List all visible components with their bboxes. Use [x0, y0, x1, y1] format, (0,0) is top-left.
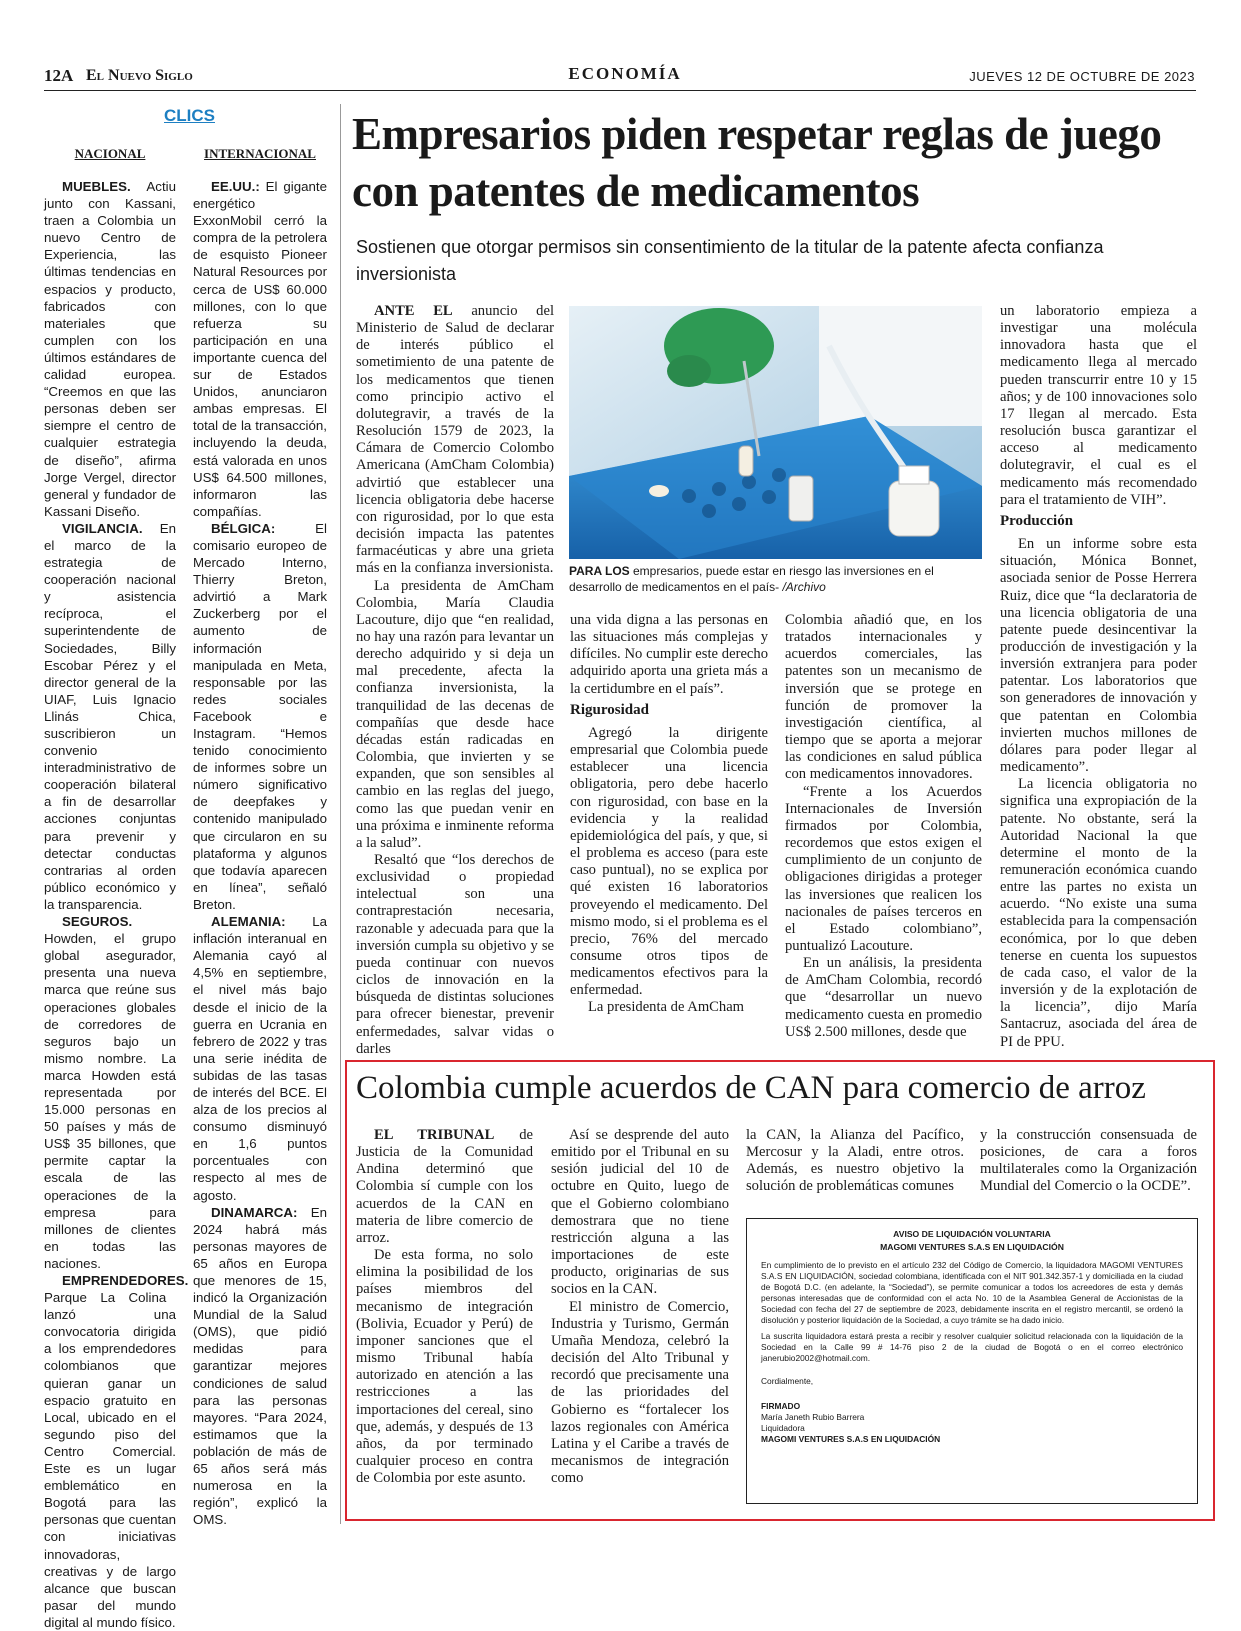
- paragraph-text: un laboratorio empieza a investigar una molécula innovadora hasta que el medicamento llega al mercado pueden transcurrir entre 10 y 15 años; y de 100 innovaciones solo 17 llegan al mercado. Esta resolución busca garantizar el acceso al medicamento dolutegravir, el cual es el medicamento más recomendado para el tratamiento de VIH”.: [1000, 303, 1197, 508]
- paragraph-text: Parque La Colina lanzó una convocatoria dirigida a los emprendedores colombianos que quieran ganar un espacio gratuito en Local, ubicado en el segundo piso del Centro Comercial. Este es un lugar emblemático en Bogotá para las personas que cuentan con iniciativas innovadoras, creativas y de largo alcance que buscan pasar del mundo digital al mundo físico.: [44, 1290, 176, 1630]
- box-column-1: [356, 1127, 533, 1487]
- caption-text: empresarios, puede estar en riesgo las inversiones en el desarrollo de medicamentos en el país-: [569, 564, 934, 594]
- article-column-3: [785, 612, 982, 1041]
- paragraph-text: una vida digna a las personas en las situaciones más complejas y difíciles. No cumplir este derecho adquirido aporta una grieta más a la certidumbre en el país”.: [570, 612, 768, 697]
- lead-in: MUEBLES.: [62, 179, 131, 194]
- paragraph-text: Resaltó que “los derechos de exclusividad o propiedad intelectual son una contraprestación necesaria, razonable y adecuada para que la inversión cumpla su objetivo y se pueda continuar con nuevos ciclos de innovación en la búsqueda de distintas soluciones para ofrecer bienestar, prevenir enfermedades, salvar vidas o darles: [356, 852, 554, 1057]
- notice-paragraph-2: La suscrita liquidadora estará presta a recibir y resolver cualquier solicitud relacionada con la liquidación de la Sociedad en la Calle 99 # 14-76 piso 2 de la ciudad de Bogotá o en el correo electrónico janerubio2002@hotmail.com.: [761, 1331, 1183, 1363]
- paragraph: [356, 1127, 533, 1247]
- lead-in: DINAMARCA:: [211, 1204, 298, 1220]
- paragraph-text: de Justicia de la Comunidad Andina determinó que Colombia sí cumple con los acuerdos de la CAN en materia de libre comercio de arroz.: [356, 1127, 533, 1246]
- lead-in: EMPRENDEDORES.: [62, 1273, 189, 1288]
- paragraph: [193, 1204, 327, 1529]
- paragraph: [1000, 776, 1197, 1051]
- lead-in: VIGILANCIA.: [62, 520, 143, 536]
- paragraph: [551, 1299, 729, 1488]
- paragraph: [44, 1272, 189, 1631]
- paragraph-text: anuncio del Ministerio de Salud de declarar de interés público el sometimiento de una patente de los medicamentos que tienen como principio activo el dolutegravir, a través de la Resolución 1579 de 2023, la Cámara de Comercio Colombo Americana (AmCham Colombia) advirtió que establecer una licencia obligatoria debe hacerse con rigurosidad, por lo que esta decisión impacta las patentes farmacéuticas y abre una grieta más en la confianza inversionista.: [356, 303, 554, 577]
- paragraph: [980, 1127, 1197, 1196]
- paragraph: [193, 520, 327, 913]
- notice-signer-role: Liquidadora: [761, 1423, 805, 1433]
- lead-in: ALEMANIA:: [211, 914, 286, 930]
- internacional-heading: INTERNACIONAL: [204, 146, 316, 161]
- sidebar-title: CLICS: [164, 106, 215, 125]
- paragraph: [551, 1127, 729, 1299]
- paragraph-text: Howden, el grupo global asegurador, presenta una nueva marca que reúne sus operaciones globales de corredores de seguros bajo un mismo nombre. La marca Howden está representada por 15.000 personas en 50 países y más de US$ 35 billones, que permite captar la escala de las operaciones de la empresa para millones de clientes en todas las naciones.: [44, 931, 176, 1271]
- legal-notice: [746, 1218, 1198, 1504]
- paragraph: [1000, 536, 1197, 776]
- paragraph: [570, 612, 768, 698]
- paragraph: [193, 913, 327, 1204]
- subhead: Producción: [1000, 512, 1074, 529]
- paragraph-text: Agregó la dirigente empresarial que Colombia puede establecer una licencia obligatoria, pero debe hacerlo con rigurosidad, con base en la evidencia y la realidad epidemiológica del país, y que, si el problema es acceso (para este caso puntual), no se explica por qué existen 16 laboratorios proveyendo el medicamento. Del mismo modo, si el problema es el precio, 76% del mercado consume otros tipos de medicamentos efectivos para la enfermedad.: [570, 724, 768, 999]
- article-column-1: [356, 303, 554, 1058]
- nacional-heading: NACIONAL: [74, 146, 146, 161]
- paragraph: [193, 178, 327, 520]
- paragraph: [570, 725, 768, 1000]
- paragraph-text: “Frente a los Acuerdos Internacionales de Inversión firmados por Colombia, recordemos que estos exigen el cumplimiento de un conjunto de obligaciones dirigidas a proteger las inversiones que realicen los nacionales de países terceros en el Estado colombiano”, puntualizó Lacouture.: [785, 783, 982, 954]
- paragraph: [356, 303, 554, 578]
- paragraph: [44, 913, 176, 1272]
- paragraph: [570, 999, 768, 1016]
- paragraph: [785, 784, 982, 956]
- box-headline: Colombia cumple acuerdos de CAN para comercio de arroz: [356, 1070, 1146, 1106]
- paragraph-text: El gigante energético ExxonMobil cerró la compra de la petrolera de esquisto Pioneer Natural Resources por cerca de US$ 60.000 millones, con lo que refuerza su participación en una importante cuenca del sur de Estados Unidos, anunciaron ambas empresas. El total de la transacción, incluyendo la deuda, está valorada en unos US$ 64.500 millones, informaron las compañías.: [193, 179, 327, 519]
- article-headline: Empresarios piden respetar reglas de juego con patentes de medicamentos: [352, 109, 1162, 216]
- article-column-4: [1000, 303, 1197, 1051]
- notice-paragraph-1: En cumplimiento de lo previsto en el artículo 232 del Código de Comercio, la liquidadora MAGOMI VENTURES S.A.S EN LIQUIDACIÓN, sociedad colombiana, identificada con el NIT 901.342.357-1 y domiciliada en la ciudad de Bogotá D.C. (en adelante, la “Sociedad”), se permite comunicar a todos los acreedores de esta y demás personas interesadas que de conformidad con el acta No. 10 de la Asamblea General de Accionistas de la Sociedad con fecha del 27 de septiembre de 2023, debidamente inscrita en el registro mercantil, se ordenó la disolución y posterior liquidación de la Sociedad, a cuyo trámite se ha dado inicio.: [761, 1260, 1183, 1325]
- paragraph-text: y la construcción consensuada de posiciones, de cara a foros multilaterales como la Organización Mundial del Comercio o la OCDE”.: [980, 1127, 1197, 1195]
- paragraph: [785, 955, 982, 1041]
- box-column-2: [551, 1127, 729, 1487]
- header-rule: [44, 90, 1196, 91]
- paragraph-text: La presidenta de AmCham: [588, 999, 745, 1016]
- box-column-4: [980, 1127, 1197, 1196]
- notice-signer-name: María Janeth Rubio Barrera: [761, 1412, 865, 1422]
- paragraph-text: la CAN, la Alianza del Pacífico, Mercosur y la Aladi, entre otros. Además, es nuestro objetivo la solución de problemáticas comunes: [746, 1127, 964, 1195]
- paragraph-text: Colombia añadió que, en los tratados internacionales y acuerdos comerciales, las patentes son un mecanismo de inversión que se protege en función de promover la investigación científica, al tiempo que se aporta a mejorar las condiciones en salud pública con medicamentos innovadores.: [785, 612, 982, 783]
- photo-caption: [569, 563, 982, 595]
- lab-photo: [569, 306, 982, 559]
- lead-in: SEGUROS.: [62, 914, 133, 930]
- column-divider: [340, 104, 341, 1524]
- paragraph-text: En 2024 habrá más personas mayores de 65 años en Europa que menores de 15, indicó la Organización Mundial de la Salud (OMS), que pidió medidas para garantizar mejores condiciones de salud para las personas mayores. “Para 2024, estimamos que la población de más de 65 años será más numerosa en la región”, explicó la OMS.: [193, 1204, 327, 1528]
- nacional-briefs: [44, 178, 189, 1631]
- lead-in: EE.UU.:: [211, 179, 260, 194]
- paragraph-text: De esta forma, no solo elimina la posibilidad de los países miembros del mecanismo de integración (Bolivia, Ecuador y Perú) de imponer sanciones que el mismo Tribunal había autorizado en atención a las restricciones a las importaciones del cereal, sino que, además, y después de 13 años, da por terminado cualquier proceso en contra de Colombia por este asunto.: [356, 1247, 533, 1487]
- lead-in: BÉLGICA:: [211, 520, 276, 536]
- box-column-3: [746, 1127, 964, 1196]
- notice-company-footer: MAGOMI VENTURES S.A.S EN LIQUIDACIÓN: [761, 1434, 941, 1444]
- paragraph: [356, 852, 554, 1058]
- paragraph: [44, 520, 176, 913]
- paragraph-text: El comisario europeo de Mercado Interno, Thierry Breton, advirtió a Mark Zuckerberg por el aumento de información manipulada en Meta, responsable por las redes sociales Facebook e Instagram. “Hemos tenido conocimiento de informes sobre un número significativo de deepfakes y contenido manipulado que circularon en su plataforma y algunos que todavía aparecen en línea”, señaló Breton.: [193, 520, 327, 912]
- page-number: 12A: [44, 66, 74, 85]
- paragraph: [746, 1127, 964, 1196]
- caption-lead: PARA LOS: [569, 564, 630, 578]
- paragraph-text: En un informe sobre esta situación, Mónica Bonnet, asociada senior de Posse Herrera Ruiz, dice que “la declaratoria de una licencia obligatoria de una patente puede desincentivar la producción de investigación y la inversión extranjera para poder patentar. Los laboratorios que son generadores de innovación y que patentan en Colombia invierten muchos millones de dólares para poder llegar al medicamento”.: [1000, 536, 1197, 776]
- paragraph-text: El ministro de Comercio, Industria y Turismo, Germán Umaña Mendoza, celebró la decisión del Alto Tribunal y recordó que precisamente una de las prioridades del Gobierno es “fortalecer los lazos regionales con América Latina y el Caribe a través de mecanismos de integración como: [551, 1298, 729, 1487]
- issue-date: JUEVES 12 DE OCTUBRE DE 2023: [969, 69, 1195, 84]
- notice-company: MAGOMI VENTURES S.A.S EN LIQUIDACIÓN: [880, 1242, 1064, 1252]
- paragraph-text: La presidenta de AmCham Colombia, María Claudia Lacouture, dijo que “en realidad, no hay una razón para levantar un derecho adquirido y si deja un mal precedente, afecta la confianza inversionista, la tranquilidad de las decenas de compañías que desde hace décadas están radicadas en Colombia, que invierten y se expanden, que son sensibles al cambio en las reglas del juego, como las que puedan venir en una próxima e inminente reforma a la salud”.: [356, 577, 554, 851]
- article-column-2: [570, 612, 768, 1017]
- paragraph: [1000, 303, 1197, 509]
- newspaper-name: El Nuevo Siglo: [86, 67, 193, 84]
- paragraph: [785, 612, 982, 784]
- paragraph: [356, 1247, 533, 1487]
- section-title: ECONOMÍA: [568, 64, 682, 83]
- photo-credit: /Archivo: [782, 580, 826, 594]
- paragraph-text: La licencia obligatoria no significa una expropiación de la patente. No obstante, será la Autoridad Nacional la que determine el monto de la remuneración económica cuando entre las partes no exista un acuerdo. “No existe una suma establecida para la compensación económica, por lo que deben tenerse en cuenta los supuestos de cada caso, el valor de la inversión y de la explotación de la licencia”, dijo María Santacruz, asociada del área de PI de PPU.: [1000, 776, 1197, 1050]
- notice-closing: Cordialmente,: [761, 1376, 814, 1386]
- lead-in: EL TRIBUNAL: [374, 1127, 495, 1143]
- subhead: Rigurosidad: [570, 701, 649, 718]
- paragraph: [44, 178, 176, 520]
- notice-signed: FIRMADO: [761, 1401, 801, 1411]
- paragraph-text: Así se desprende del auto emitido por el Tribunal en su sesión judicial del 10 de octubre en Quito, luego de que el Gobierno colombiano demostrara que no tiene restricción alguna a las importaciones de este producto, originarias de sus socios en la CAN.: [551, 1127, 729, 1298]
- paragraph: [356, 578, 554, 853]
- paragraph-text: En un análisis, la presidenta de AmCham Colombia, recordó que “desarrollar un nuevo medicamento cuesta en promedio US$ 2.500 millones, desde que: [785, 955, 982, 1040]
- paragraph-text: En el marco de la estrategia de cooperación nacional y asistencia recíproca, el superintendente de Sociedades, Billy Escobar Pérez y el director general de la UIAF, Luis Ignacio Llinás Chica, suscribieron un convenio interadministrativo de cooperación bilateral a fin de desarrollar acciones conjuntas para prevenir y detectar conductas contrarias al orden público económico y la transparencia.: [44, 520, 176, 912]
- paragraph-text: Actiu junto con Kassani, traen a Colombia un nuevo Centro de Experiencia, las últimas tendencias en espacios y producto, fabricados con materiales que cumplen con los últimos estándares de calidad europea. “Creemos en que las personas deben ser siempre el centro de cualquier estrategia de diseño”, afirma Jorge Vergel, director general y fundador de Kassani Diseño.: [44, 179, 176, 519]
- article-deck: Sostienen que otorgar permisos sin consentimiento de la titular de la patente afecta confianza inversionista: [356, 237, 1104, 284]
- lead-in: ANTE EL: [374, 303, 453, 319]
- notice-title: AVISO DE LIQUIDACIÓN VOLUNTARIA: [893, 1229, 1051, 1239]
- paragraph-text: La inflación interanual en Alemania cayó al 4,5% en septiembre, el nivel más bajo desde el inicio de la guerra en Ucrania en febrero de 2022 y tras una serie inédita de subidas de las tasas de interés del BCE. El alza de los precios al consumo disminuyó en 1,6 puntos porcentuales con respecto al mes de agosto.: [193, 914, 327, 1203]
- internacional-briefs: [193, 178, 327, 1528]
